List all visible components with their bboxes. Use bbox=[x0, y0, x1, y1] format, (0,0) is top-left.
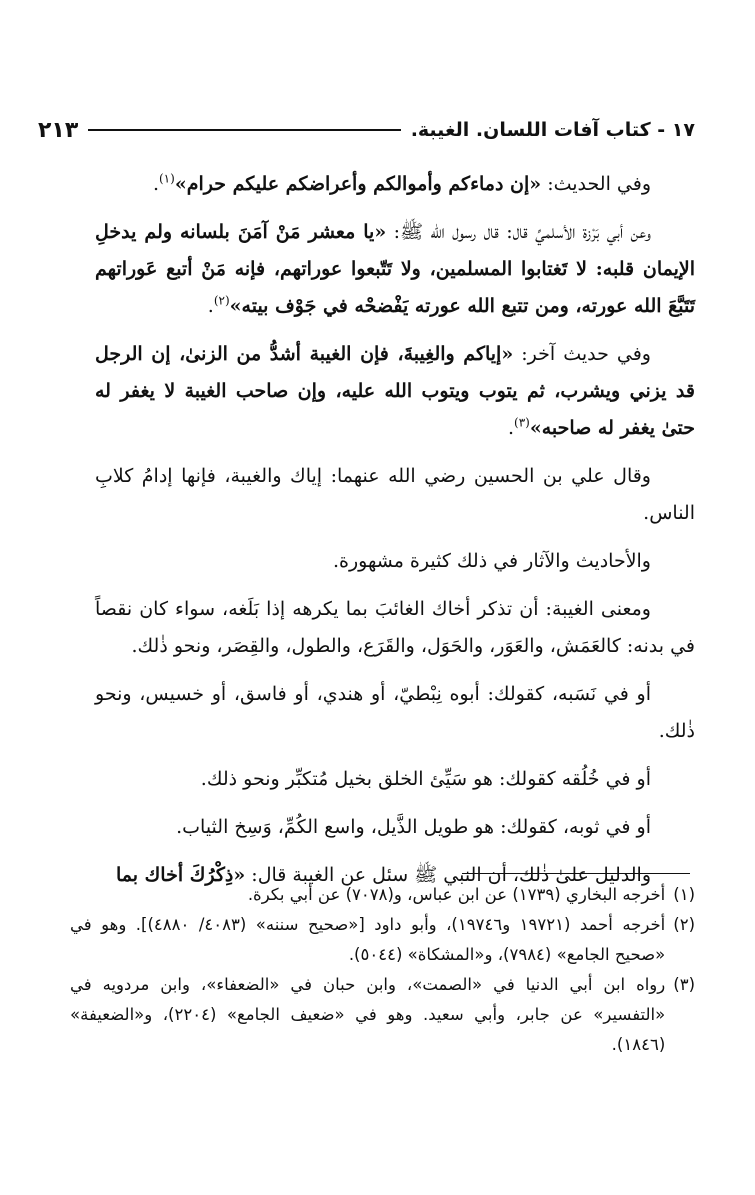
paragraph-hadith-3 bbox=[95, 336, 695, 447]
paragraph-text: ومعنى الغيبة: أن تذكر أخاك الغائبَ بما يكرهه إذا بَلَغه، سواء كان نقصاً في بدنه: كالعَمَش، والعَوَر، والحَوَل، والقَرَع، والطول، والقِصَر، ونحو ذٰلك. bbox=[95, 598, 695, 657]
footnote-3 bbox=[70, 970, 695, 1060]
paragraph-text: أو في نَسَبه، كقولك: أبوه نِبْطيّ، أو هندي، أو فاسق، أو خسيس، ونحو ذٰلك. bbox=[95, 683, 695, 742]
hadith-quote: «ذِكْرُكَ أخاك بما bbox=[115, 864, 246, 886]
running-header bbox=[38, 112, 695, 148]
paragraph-athar bbox=[95, 543, 695, 580]
paragraph-meaning bbox=[95, 591, 695, 665]
paragraph-character bbox=[95, 761, 695, 798]
footnote-number: (١) bbox=[673, 885, 695, 904]
footnotes bbox=[70, 880, 695, 1060]
paragraph-lineage bbox=[95, 676, 695, 750]
paragraph-hadith-1 bbox=[95, 166, 695, 203]
paragraph-end: . bbox=[152, 173, 159, 195]
footnote-1 bbox=[70, 880, 695, 910]
paragraph-text: وفي حديث آخر: bbox=[513, 343, 651, 365]
header-rule bbox=[88, 129, 400, 131]
paragraph-text: وفي الحديث: bbox=[541, 173, 651, 195]
footnote-ref: (٢) bbox=[213, 293, 230, 308]
page-number: ٢١٣ bbox=[38, 117, 79, 143]
paragraph-hadith-2 bbox=[95, 214, 695, 325]
paragraph-text: وقال علي بن الحسين رضي الله عنهما: إياك والغيبة، فإنها إدامُ كلابِ الناس. bbox=[95, 465, 695, 524]
footnote-text: أخرجه البخاري (١٧٣٩) عن ابن عباس، و(٧٠٧٨) عن أبي بكرة. bbox=[247, 885, 666, 904]
footnote-number: (٣) bbox=[673, 975, 695, 994]
header-title: ١٧ - كتاب آفات اللسان. الغيبة. bbox=[410, 119, 695, 141]
paragraph-end: . bbox=[207, 295, 214, 317]
hadith-quote: «إن دماءكم وأموالكم وأعراضكم عليكم حرام» bbox=[174, 173, 542, 195]
paragraph-text: أو في ثوبه، كقولك: هو طويل الذَّيل، واسع الكُمِّ، وَسِخ الثياب. bbox=[176, 816, 651, 838]
footnote-text: رواه ابن أبي الدنيا في «الصمت»، وابن حبان في «الضعفاء»، وابن مردويه في «التفسير» عن جابر، وأبي سعيد. وهو في «ضعيف الجامع» (٢٢٠٤)، و«الضعيفة» (١٨٤٦). bbox=[70, 975, 666, 1054]
footnote-divider bbox=[462, 873, 690, 874]
paragraph-clothing bbox=[95, 809, 695, 846]
paragraph-text: والدليل علىٰ ذٰلك، أن النبي ﷺ سئل عن الغيبة قال: bbox=[245, 864, 651, 886]
footnote-2 bbox=[70, 910, 695, 970]
footnote-ref: (١) bbox=[158, 171, 175, 186]
paragraph-end: . bbox=[507, 417, 515, 439]
paragraph-text: والأحاديث والآثار في ذلك كثيرة مشهورة. bbox=[333, 550, 651, 572]
paragraph-text: أو في خُلُقه كقولك: هو سَيِّئ الخلق بخيل مُتكبِّر ونحو ذلك. bbox=[200, 768, 651, 790]
paragraph-text: وعن أبي بَرْزة الأسلميِّ قال: قال رسول الله ﷺ: bbox=[386, 221, 651, 243]
main-text bbox=[95, 166, 695, 905]
hadith-quote: «إياكم والغِيبةَ، فإن الغيبة أشدُّ من الزنىٰ، إن الرجل قد يزني ويشرب، ثم يتوب ويتوب الله عليه، وإن صاحب الغيبة لا يغفر له حتىٰ يغفر له صاحبه» bbox=[95, 343, 695, 439]
hadith-quote: «يا معشر مَنْ آمَنَ بلسانه ولم يدخلِ الإيمان قلبه: لا تَغتابوا المسلمين، ولا تَتّبعوا عوراتهم، فإنه مَنْ أتبع عَوراتهم تَتَبَّعَ الله عورته، ومن تتبع الله عورته يَفْضحْه في جَوْف بيته» bbox=[95, 221, 695, 317]
footnote-ref: (٣) bbox=[514, 415, 530, 430]
paragraph-ali bbox=[95, 458, 695, 532]
footnote-text: أخرجه أحمد (١٩٧٢١ و١٩٧٤٦)، وأبو داود [«صحيح سننه» (٤٠٨٣/ ٤٨٨٠)]. وهو في «صحيح الجامع» (٧٩٨٤)، و«المشكاة» (٥٠٤٤). bbox=[70, 915, 666, 964]
footnote-number: (٢) bbox=[673, 915, 695, 934]
